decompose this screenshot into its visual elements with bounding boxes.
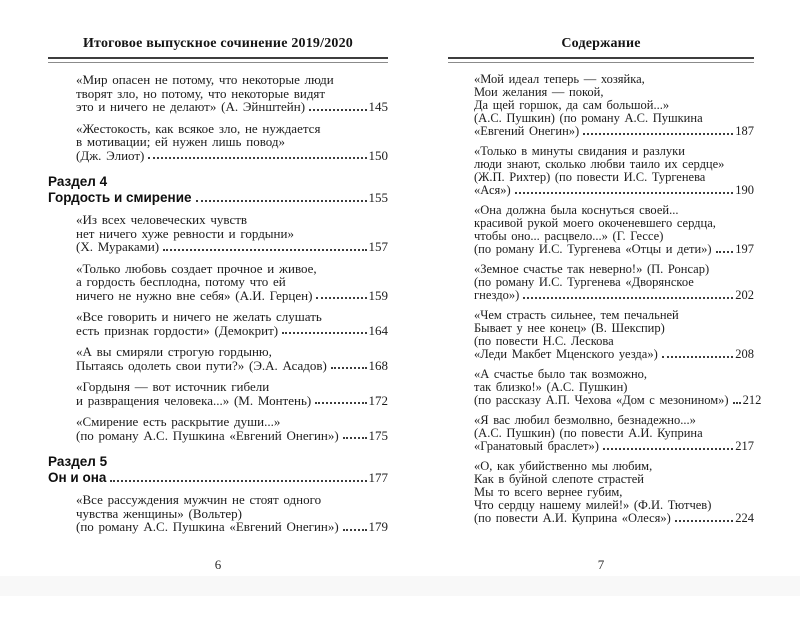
toc-leader-row	[76, 394, 388, 408]
toc-entry	[76, 345, 388, 372]
page-ref: 202	[735, 288, 754, 302]
toc-entry-line: Как в буйной слепоте страстей	[474, 472, 644, 486]
toc-entry-line: творят зло, но потому, что некоторые видят	[76, 85, 326, 101]
toc-leader-row	[48, 190, 388, 206]
left-toc-entries	[48, 73, 388, 534]
page-number-right: 7	[597, 557, 605, 572]
toc-entry-line: (Дж. Элиот)	[76, 147, 145, 163]
section-heading	[48, 174, 388, 205]
dot-leader	[583, 133, 733, 135]
toc-entry-line: (А.С. Пушкин) (по роману А.С. Пушкина	[474, 111, 703, 125]
page-ref: 208	[735, 347, 754, 361]
page-ref: 155	[368, 189, 388, 205]
left-page	[48, 36, 388, 542]
toc-leader-row	[76, 429, 388, 443]
toc-entry	[474, 309, 754, 361]
toc-leader-row	[76, 240, 388, 254]
toc-entry-line: «Мир опасен не потому, что некоторые люди	[76, 72, 334, 87]
toc-entry-line: (по роману А.С. Пушкина «Евгений Онегин»)	[76, 427, 339, 443]
page-ref: 150	[368, 147, 388, 163]
toc-entry-line: гнездо»)	[474, 288, 520, 302]
dot-leader	[515, 192, 734, 194]
right-header-rule	[448, 57, 754, 63]
toc-leader-row	[474, 125, 754, 138]
dot-leader	[148, 157, 366, 159]
left-header-rule	[48, 57, 388, 63]
toc-leader-row	[76, 324, 388, 338]
toc-entry-line: «Евгений Онегин»)	[474, 124, 580, 138]
toc-entry	[76, 380, 388, 407]
dot-leader	[603, 448, 733, 450]
toc-leader-row	[76, 149, 388, 163]
toc-entry-line: Мы то всего вернее губим,	[474, 485, 623, 499]
dot-leader	[163, 249, 366, 251]
toc-entry-line: «Все говорить и ничего не желать слушать	[76, 309, 322, 324]
toc-entry-line: (по повести А.И. Куприна «Олеся»)	[474, 511, 671, 525]
toc-entry-line: красивой рукой моего окоченевшего сердца,	[474, 216, 716, 230]
toc-entry	[76, 213, 388, 254]
toc-entry	[474, 263, 754, 302]
dot-leader	[716, 251, 734, 253]
toc-entry-line: «Она должна была коснуться своей...	[474, 203, 679, 217]
dot-leader	[315, 402, 366, 404]
page-ref: 177	[368, 469, 388, 485]
section-label: Раздел 5	[48, 454, 108, 469]
toc-entry-line: Да щей горшок, да сам большой...»	[474, 98, 670, 112]
toc-entry-line: «Земное счастье так неверно!» (П. Ронсар)	[474, 262, 710, 276]
toc-entry-line: есть признак гордости» (Демокрит)	[76, 322, 279, 338]
page-ref: 157	[368, 239, 388, 254]
toc-entry	[76, 122, 388, 163]
toc-entry-line: «Все рассуждения мужчин не стоят одного	[76, 492, 322, 507]
toc-entry-line: Мои желания — покой,	[474, 85, 604, 99]
dot-leader	[331, 367, 367, 369]
toc-entry-line: Пытаясь одолеть свои пути?» (Э.А. Асадов)	[76, 357, 327, 373]
toc-entry-line: так близко!» (А.С. Пушкин)	[474, 380, 628, 394]
toc-entry-line: чтобы оно... расцвело...» (Г. Гессе)	[474, 229, 664, 243]
toc-entry-line: чувства женщины» (Вольтер)	[76, 505, 243, 521]
toc-entry	[474, 367, 762, 407]
dot-leader	[316, 297, 366, 299]
toc-entry-line: (по повести Н.С. Лескова	[474, 334, 614, 348]
toc-entry-line: а гордость бесплодна, потому что ей	[76, 274, 286, 289]
page-ref: 168	[368, 357, 388, 373]
toc-entry-line: «Из всех человеческих чувств	[76, 212, 248, 227]
toc-entry-line: (по роману А.С. Пушкина «Евгений Онегин»)	[76, 519, 339, 534]
page-ref: 175	[368, 427, 388, 443]
toc-entry-line: «Смирение есть раскрытие души...»	[76, 414, 281, 429]
toc-entry	[474, 204, 754, 256]
dot-leader	[733, 402, 741, 404]
toc-entry-line: «О, как убийственно мы любим,	[474, 459, 653, 473]
toc-entry	[474, 460, 754, 525]
page-ref: 164	[368, 322, 388, 338]
toc-entry	[76, 310, 388, 337]
toc-entry-line: «Мой идеал теперь — хозяйка,	[474, 72, 645, 86]
toc-entry-line: ничего не нужно вне себя» (А.И. Герцен)	[76, 287, 313, 303]
toc-entry	[474, 73, 754, 138]
toc-leader-row	[76, 100, 388, 114]
toc-entry-line: «Жестокость, как всякое зло, не нуждается	[76, 120, 321, 136]
toc-leader-row	[474, 289, 754, 302]
toc-leader-row	[76, 289, 388, 303]
toc-entry	[76, 415, 388, 442]
section-title: Он и она	[48, 469, 107, 485]
toc-leader-row	[474, 348, 754, 361]
toc-entry-line: люди знают, сколько любви таило их сердце»	[474, 157, 725, 171]
page-ref: 187	[735, 124, 754, 138]
right-page-header-title: Содержание	[561, 36, 641, 51]
page-ref: 172	[368, 392, 388, 408]
toc-entry	[474, 145, 754, 197]
toc-entry-line: «Только в минуты свидания и разлуки	[474, 144, 685, 158]
toc-entry-line: «А счастье было так возможно,	[474, 367, 648, 381]
dot-leader	[282, 332, 366, 334]
toc-entry	[76, 493, 388, 534]
toc-entry-line: (по роману И.С. Тургенева «Дворянское	[474, 275, 694, 289]
page-ref: 217	[735, 439, 754, 453]
toc-leader-row	[474, 440, 754, 453]
toc-entry-line: «Леди Макбет Мценского уезда»)	[474, 347, 658, 361]
dot-leader	[343, 437, 367, 439]
toc-entry-line: это и ничего не делают» (А. Эйнштейн)	[76, 99, 306, 114]
toc-entry	[474, 414, 754, 453]
toc-leader-row	[474, 512, 754, 525]
page-ref: 159	[368, 287, 388, 303]
toc-entry-line: «Чем страсть сильнее, тем печальней	[474, 308, 679, 322]
toc-leader-row	[474, 243, 754, 256]
left-page-header-title: Итоговое выпускное сочинение 2019/2020	[82, 36, 354, 51]
dot-leader	[196, 200, 367, 202]
toc-entry-line: (по роману И.С. Тургенева «Отцы и дети»)	[474, 242, 712, 256]
toc-entry-line: «Гранатовый браслет»)	[474, 439, 599, 453]
toc-entry-line: Бывает у нее конец» (В. Шекспир)	[474, 321, 665, 335]
dot-leader	[343, 529, 367, 531]
dot-leader	[110, 480, 366, 482]
toc-entry-line: и развращения человека...» (М. Монтень)	[76, 392, 312, 408]
dot-leader	[662, 356, 734, 358]
toc-entry-line: «Ася»)	[474, 183, 511, 197]
toc-leader-row	[474, 184, 754, 197]
right-toc-entries	[448, 72, 762, 525]
toc-entry-line: «А вы смиряли строгую гордыню,	[76, 344, 272, 359]
toc-entry-line: (Ж.П. Рихтер) (по повести И.С. Тургенева	[474, 170, 706, 184]
page-ref: 212	[742, 393, 762, 407]
page-ref: 179	[368, 519, 388, 534]
toc-entry-line: (по рассказу А.П. Чехова «Дом с мезонином»)	[474, 393, 729, 407]
toc-entry	[76, 262, 388, 303]
page-ref: 197	[735, 242, 754, 256]
toc-entry-line: Что сердцу нашему милей!» (Ф.И. Тютчев)	[474, 498, 712, 512]
toc-leader-row	[48, 470, 388, 486]
page-number-left: 6	[214, 557, 222, 572]
toc-leader-row	[76, 359, 388, 373]
dot-leader	[523, 297, 733, 299]
toc-leader-row	[76, 520, 388, 534]
toc-entry-line: (Х. Мураками)	[76, 239, 160, 254]
toc-entry-line: «Я вас любил безмолвно, безнадежно...»	[474, 413, 696, 427]
section-label: Раздел 4	[48, 174, 108, 189]
toc-entry-line: (А.С. Пушкин) (по повести А.И. Куприна	[474, 426, 703, 440]
toc-leader-row	[474, 393, 762, 407]
toc-entry-line: в мотивации; ей нужен лишь повод»	[76, 134, 285, 149]
toc-entry-line: нет ничего хуже ревности и гордыни»	[76, 225, 294, 241]
toc-entry-line: «Только любовь создает прочное и живое,	[76, 260, 317, 276]
page-ref: 190	[735, 183, 754, 197]
section-heading	[48, 454, 388, 485]
toc-entry-line: «Гордыня — вот источник гибели	[76, 379, 270, 394]
page-bottom-shadow	[0, 576, 800, 596]
dot-leader	[309, 109, 366, 111]
page-ref: 224	[735, 511, 754, 525]
page-ref: 145	[368, 99, 388, 114]
section-title: Гордость и смирение	[48, 189, 192, 205]
right-page	[448, 36, 762, 532]
toc-entry	[76, 73, 388, 114]
dot-leader	[675, 520, 733, 522]
